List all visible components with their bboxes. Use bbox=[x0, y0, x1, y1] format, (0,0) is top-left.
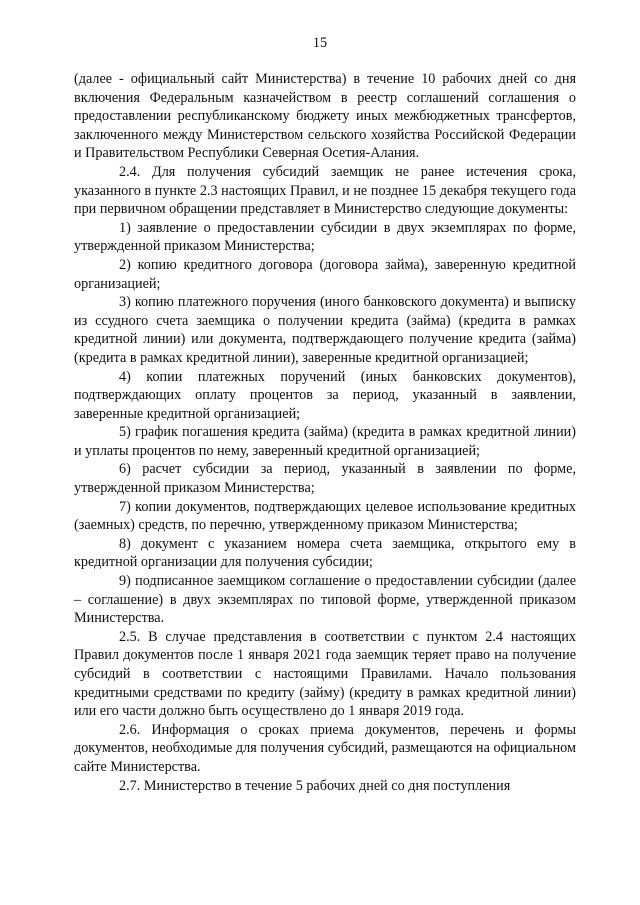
list-item-1: 1) заявление о предоставлении субсидии в двух экземплярах по форме, утвержденной приказом Министерства; bbox=[74, 219, 576, 255]
document-body bbox=[74, 70, 576, 795]
list-item-9: 9) подписанное заемщиком соглашение о предоставлении субсидии (далее – соглашение) в двух экземплярах по типовой форме, утвержденной приказом Министерства. bbox=[74, 573, 576, 627]
paragraph-2-5: 2.5. В случае представления в соответствии с пунктом 2.4 настоящих Правил документов после 1 января 2021 года заемщик теряет право на получение субсидий в соответствии с настоящими Правилами. Начало пользования кредитными средствами по кредиту (займу) (кредиту в рамках кредитной линии) или его части должно быть осуществлено до 1 января 2019 года. bbox=[74, 628, 576, 720]
list-item-8: 8) документ с указанием номера счета заемщика, открытого ему в кредитной организации для получения субсидии; bbox=[74, 535, 576, 571]
list-item-6: 6) расчет субсидии за период, указанный в заявлении по форме, утвержденной приказом Министерства; bbox=[74, 461, 576, 497]
paragraph-continuation: (далее - официальный сайт Министерства) в течение 10 рабочих дней со дня включения Федеральным казначейством в реестр соглашений соглашения о предоставлении республиканскому бюджету иных межбюджетных трансфертов, заключенного между Министерством сельского хозяйства Российской Федерации и Правительством Республики Северная Осетия-Алания. bbox=[74, 71, 576, 162]
list-item-7: 7) копии документов, подтверждающих целевое использование кредитных (заемных) средств, по перечню, утвержденному приказом Министерства; bbox=[74, 498, 576, 534]
list-item-2: 2) копию кредитного договора (договора займа), заверенную кредитной организацией; bbox=[74, 256, 576, 292]
list-item-3: 3) копию платежного поручения (иного банковского документа) и выписку из ссудного счета заемщика о получении кредита (займа) (кредита в рамках кредитной линии) или документа, подтверждающего получение кредита (займа) (кредита в рамках кредитной линии), заверенные кредитной организацией; bbox=[74, 294, 576, 366]
page-number: 15 bbox=[312, 35, 328, 51]
paragraph-2-7: 2.7. Министерство в течение 5 рабочих дней со дня поступления bbox=[119, 777, 511, 794]
list-item-5: 5) график погашения кредита (займа) (кредита в рамках кредитной линии) и уплаты процентов по нему, заверенный кредитной организацией; bbox=[74, 424, 576, 459]
list-item-4: 4) копии платежных поручений (иных банковских документов), подтверждающих оплату процентов за период, указанный в заявлении, заверенные кредитной организацией; bbox=[74, 368, 576, 422]
paragraph-2-6: 2.6. Информация о сроках приема документов, перечень и формы документов, необходимые для получения субсидий, размещаются на официальном сайте Министерства. bbox=[74, 721, 576, 775]
paragraph-2-4: 2.4. Для получения субсидий заемщик не ранее истечения срока, указанного в пункте 2.3 настоящих Правил, и не позднее 15 декабря текущего года при первичном обращении представляет в Министерство следующие документы: bbox=[74, 163, 576, 218]
